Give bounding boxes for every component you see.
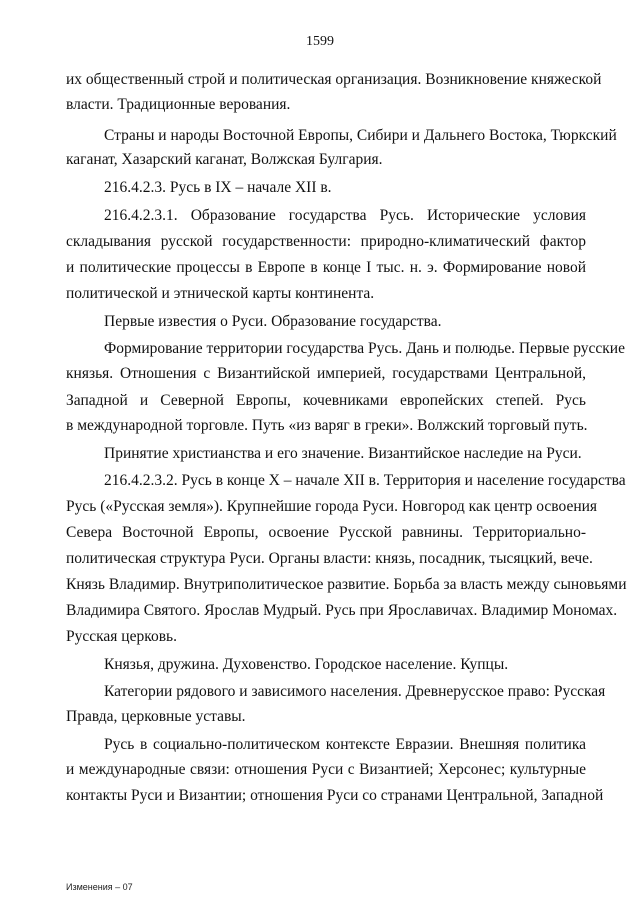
text-line: Страны и народы Восточной Европы, Сибири и Дальнего Востока, Тюркский — [104, 127, 617, 144]
text-line: Русь («Русская земля»). Крупнейшие города Руси. Новгород как центр освоения — [66, 498, 598, 515]
text-line: Западной и Северной Европы, кочевниками европейских степей. Русь — [66, 392, 586, 409]
text-line: политической и этнической карты континента. — [66, 285, 375, 302]
text-line: 216.4.2.3. Русь в IX – начале XII в. — [104, 179, 332, 196]
page-number: 1599 — [306, 34, 334, 49]
text-line: складывания русской государственности: природно-климатический фактор — [66, 233, 586, 250]
text-line: 216.4.2.3.2. Русь в конце X – начале XII в. Территория и население государства — [104, 472, 626, 489]
text-line: их общественный строй и политическая организация. Возникновение княжеской — [66, 71, 602, 88]
text-line: и политические процессы в Европе в конце I тыс. н. э. Формирование новой — [66, 259, 586, 276]
text-line: 216.4.2.3.1. Образование государства Русь. Исторические условия — [104, 207, 586, 224]
text-line: Севера Восточной Европы, освоение Русской равнины. Территориально- — [66, 524, 586, 541]
text-line: Русь в социально-политическом контексте Евразии. Внешняя политика — [104, 736, 586, 753]
text-line: Князья, дружина. Духовенство. Городское население. Купцы. — [104, 656, 509, 673]
text-line: контакты Руси и Византии; отношения Руси со странами Центральной, Западной — [66, 787, 604, 804]
text-line: и международные связи: отношения Руси с Византией; Херсонес; культурные — [66, 761, 586, 778]
text-line: власти. Традиционные верования. — [66, 96, 291, 113]
text-line: в международной торговле. Путь «из варяг в греки». Волжский торговый путь. — [66, 417, 588, 434]
footer-note: Изменения – 07 — [66, 882, 133, 892]
text-line: каганат, Хазарский каганат, Волжская Булгария. — [66, 151, 383, 168]
text-line: Князь Владимир. Внутриполитическое развитие. Борьба за власть между сыновьями — [66, 576, 627, 593]
text-line: Правда, церковные уставы. — [66, 708, 246, 725]
text-line: Русская церковь. — [66, 628, 177, 645]
text-line: князья. Отношения с Византийской империей, государствами Центральной, — [66, 365, 586, 382]
text-line: Принятие христианства и его значение. Византийское наследие на Руси. — [104, 445, 582, 462]
text-line: политическая структура Руси. Органы власти: князь, посадник, тысяцкий, вече. — [66, 550, 593, 567]
text-line: Категории рядового и зависимого населения. Древнерусское право: Русская — [104, 683, 606, 700]
text-line: Владимира Святого. Ярослав Мудрый. Русь при Ярославичах. Владимир Мономах. — [66, 602, 618, 619]
text-line: Первые известия о Руси. Образование государства. — [104, 313, 442, 330]
text-line: Формирование территории государства Русь. Дань и полюдье. Первые русские — [104, 340, 625, 357]
